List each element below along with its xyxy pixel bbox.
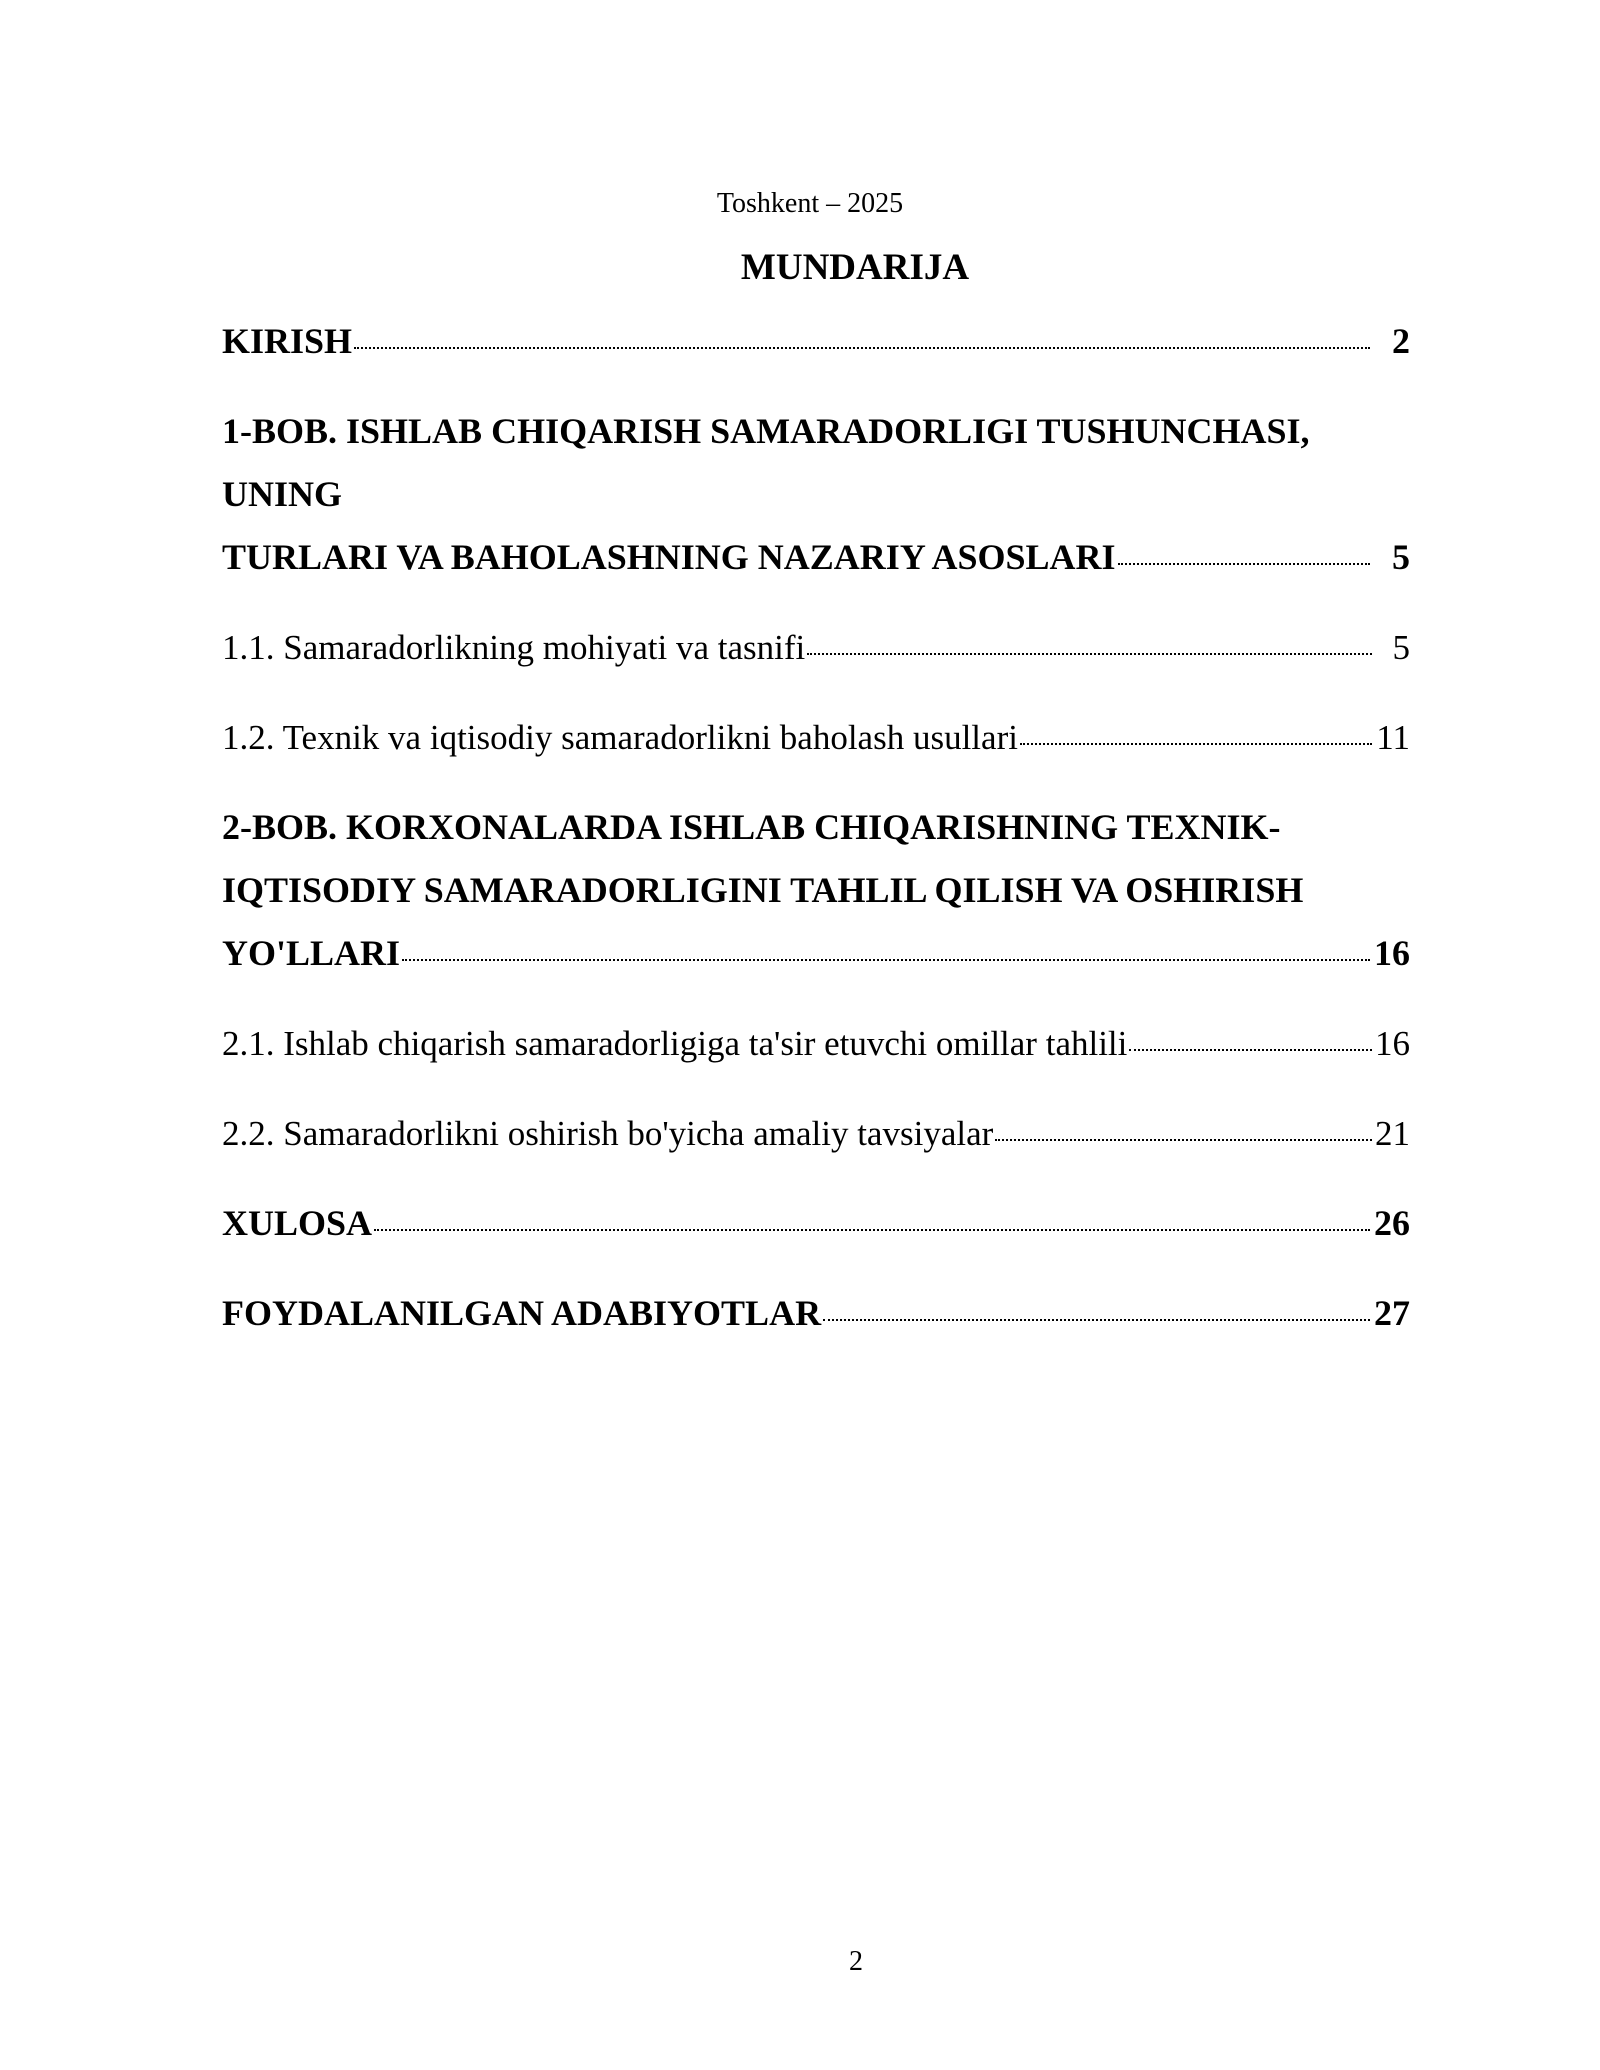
- toc-entry-text: IQTISODIY SAMARADORLIGINI TAHLIL QILISH VA OSHIRISH: [222, 870, 1304, 910]
- dot-leader: [1129, 1041, 1372, 1051]
- toc-entry-kirish[interactable]: [222, 310, 1410, 373]
- toc-page-number: 26: [1374, 1203, 1410, 1243]
- city-year: Toshkent – 2025: [716, 188, 904, 219]
- toc-page-number: 2: [1392, 321, 1410, 361]
- toc-entry-text: 1.2. Texnik va iqtisodiy samaradorlikni baholash usullari: [222, 718, 1018, 757]
- toc-page-number: 5: [1392, 537, 1410, 577]
- toc-entry-adabiyotlar[interactable]: [222, 1282, 1410, 1345]
- toc-page-number: 16: [1375, 1024, 1410, 1063]
- toc-page-number: 5: [1392, 628, 1410, 667]
- toc-entry-text: KIRISH: [222, 321, 353, 361]
- toc-entry-xulosa[interactable]: [222, 1192, 1410, 1255]
- toc-entry-text: 2.2. Samaradorlikni oshirish bo'yicha amaliy tavsiyalar: [222, 1114, 994, 1153]
- dot-leader: [823, 1311, 1370, 1321]
- page-number: 2: [849, 1946, 863, 1977]
- toc-entry-text: 2-BOB. KORXONALARDA ISHLAB CHIQARISHNING TEXNIK-: [222, 807, 1281, 847]
- toc-entry-text: FOYDALANILGAN ADABIYOTLAR: [222, 1293, 822, 1333]
- toc-entry-section-2-1[interactable]: [222, 1012, 1410, 1075]
- toc-entry-text: 1-BOB. ISHLAB CHIQARISH SAMARADORLIGI TUSHUNCHASI, UNING: [222, 411, 1310, 514]
- toc-entry-text: YO'LLARI: [222, 933, 401, 973]
- toc-entry-section-2-2[interactable]: [222, 1102, 1410, 1165]
- table-of-contents: [222, 310, 1410, 1345]
- dot-leader: [354, 339, 1370, 349]
- toc-entry-text: TURLARI VA BAHOLASHNING NAZARIY ASOSLARI: [222, 537, 1116, 577]
- toc-title: MUNDARIJA: [740, 247, 970, 288]
- dot-leader: [995, 1131, 1372, 1141]
- toc-entry-section-1-2[interactable]: [222, 706, 1410, 769]
- toc-page-number: 16: [1374, 933, 1410, 973]
- dot-leader: [402, 951, 1370, 961]
- toc-entry-chapter1[interactable]: [222, 400, 1410, 589]
- toc-page-number: 21: [1375, 1114, 1410, 1153]
- toc-page-number: 27: [1374, 1293, 1410, 1333]
- toc-entry-chapter2[interactable]: [222, 796, 1410, 985]
- dot-leader: [374, 1221, 1370, 1231]
- dot-leader: [1118, 555, 1370, 565]
- dot-leader: [807, 645, 1372, 655]
- toc-entry-text: 1.1. Samaradorlikning mohiyati va tasnifi: [222, 628, 806, 667]
- toc-entry-text: 2.1. Ishlab chiqarish samaradorligiga ta'sir etuvchi omillar tahlili: [222, 1024, 1128, 1063]
- toc-entry-text: XULOSA: [222, 1203, 373, 1243]
- dot-leader: [1020, 735, 1372, 745]
- toc-entry-section-1-1[interactable]: [222, 616, 1410, 679]
- toc-page-number: 11: [1376, 718, 1410, 757]
